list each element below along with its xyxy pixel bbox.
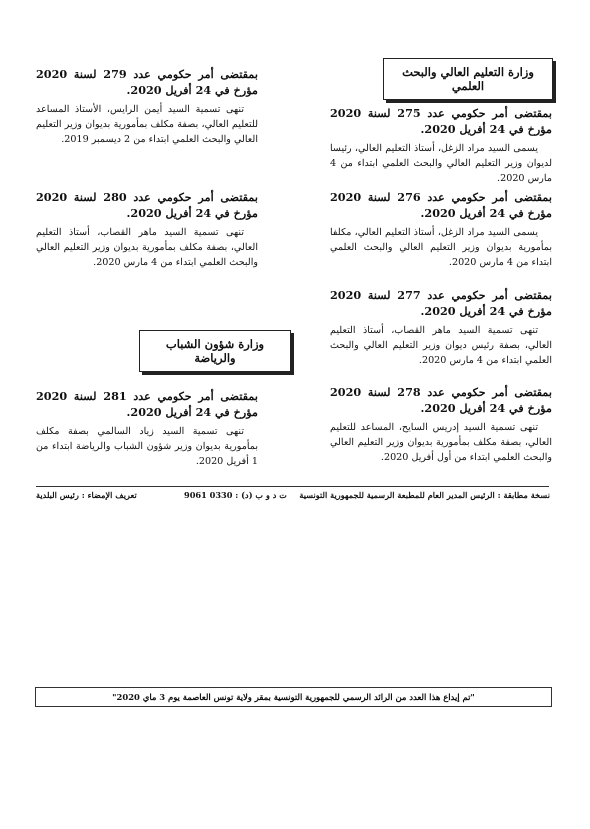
signature-id-text: تعريف الإمضاء : رئيس البلدية — [36, 490, 137, 500]
ministry-higher-education-title: وزارة التعليم العالي والبحث العلمي — [383, 58, 553, 100]
decree-heading: بمقتضى أمر حكومي عدد 280 لسنة 2020 مؤرخ في 24 أفريل 2020. — [36, 190, 259, 220]
certified-copy-text: نسخة مطابقة : الرئيس المدير العام للمطبعة الرسمية للجمهورية التونسية — [299, 490, 550, 500]
decree-278 — [330, 384, 552, 465]
decree-heading: بمقتضى أمر حكومي عدد 277 لسنة 2020 مؤرخ في 24 أفريل 2020. — [330, 288, 553, 318]
ministry-youth-sports-title: وزارة شؤون الشباب والرياضة — [139, 330, 291, 372]
decree-heading: بمقتضى أمر حكومي عدد 281 لسنة 2020 مؤرخ في 24 أفريل 2020. — [36, 389, 259, 419]
decree-body: تنهى تسمية السيد أيمن الرايس، الأستاذ المساعد للتعليم العالي، بصفة مكلف بمأمورية بديوان وزير التعليم العالي والبحث العلمي ابتداء من 2 ديسمبر 2019. — [36, 104, 258, 145]
decree-275 — [330, 105, 552, 186]
decree-body: تنهى تسمية السيد ماهر القصاب، أستاذ التعليم العالي، بصفة مكلف بمأمورية بديوان وزير التعليم العالي والبحث العلمي ابتداء من 4 مارس 2020. — [36, 227, 258, 268]
decree-281 — [36, 388, 258, 469]
decree-heading: بمقتضى أمر حكومي عدد 276 لسنة 2020 مؤرخ في 24 أفريل 2020. — [330, 190, 553, 220]
deposit-notice: "تم إيداع هذا العدد من الرائد الرسمي للجمهورية التونسية بمقر ولاية تونس العاصمة يوم 3 ماي 2020" — [35, 687, 552, 707]
decree-heading: بمقتضى أمر حكومي عدد 279 لسنة 2020 مؤرخ في 24 أفريل 2020. — [36, 67, 259, 97]
decree-body: يسمى السيد مراد الزغل، أستاذ التعليم العالي، رئيسا لديوان وزير التعليم العالي والبحث العلمي ابتداء من 4 مارس 2020. — [330, 143, 552, 184]
decree-body: يسمى السيد مراد الزغل، أستاذ التعليم العالي، مكلفا بمأمورية بديوان وزير التعليم العالي والبحث العلمي ابتداء من 4 مارس 2020. — [330, 227, 552, 268]
decree-body: تنهى تسمية السيد ماهر القصاب، أستاذ التعليم العالي، بصفة رئيس ديوان وزير التعليم العالي والبحث العلمي ابتداء من 4 مارس 2020. — [330, 325, 552, 366]
decree-body: تنهى تسمية السيد زياد السالمي بصفة مكلف بمأمورية بديوان وزير شؤون الشباب والرياضة ابتداء من 1 أفريل 2020. — [36, 426, 258, 467]
decree-heading: بمقتضى أمر حكومي عدد 275 لسنة 2020 مؤرخ في 24 أفريل 2020. — [330, 106, 553, 136]
decree-body: تنهى تسمية السيد إدريس السايح، المساعد للتعليم العالي، بصفة مكلف بمأمورية بديوان وزير التعليم العالي والبحث العلمي ابتداء من أول أفريل 2020. — [330, 422, 552, 463]
decree-279 — [36, 66, 258, 147]
footer-divider — [36, 486, 549, 487]
postal-account-text: ت د و ب (د) : 0330 9061 — [184, 490, 287, 500]
decree-276 — [330, 189, 552, 270]
decree-heading: بمقتضى أمر حكومي عدد 278 لسنة 2020 مؤرخ في 24 أفريل 2020. — [330, 385, 553, 415]
decree-277 — [330, 287, 552, 368]
decree-280 — [36, 189, 258, 270]
